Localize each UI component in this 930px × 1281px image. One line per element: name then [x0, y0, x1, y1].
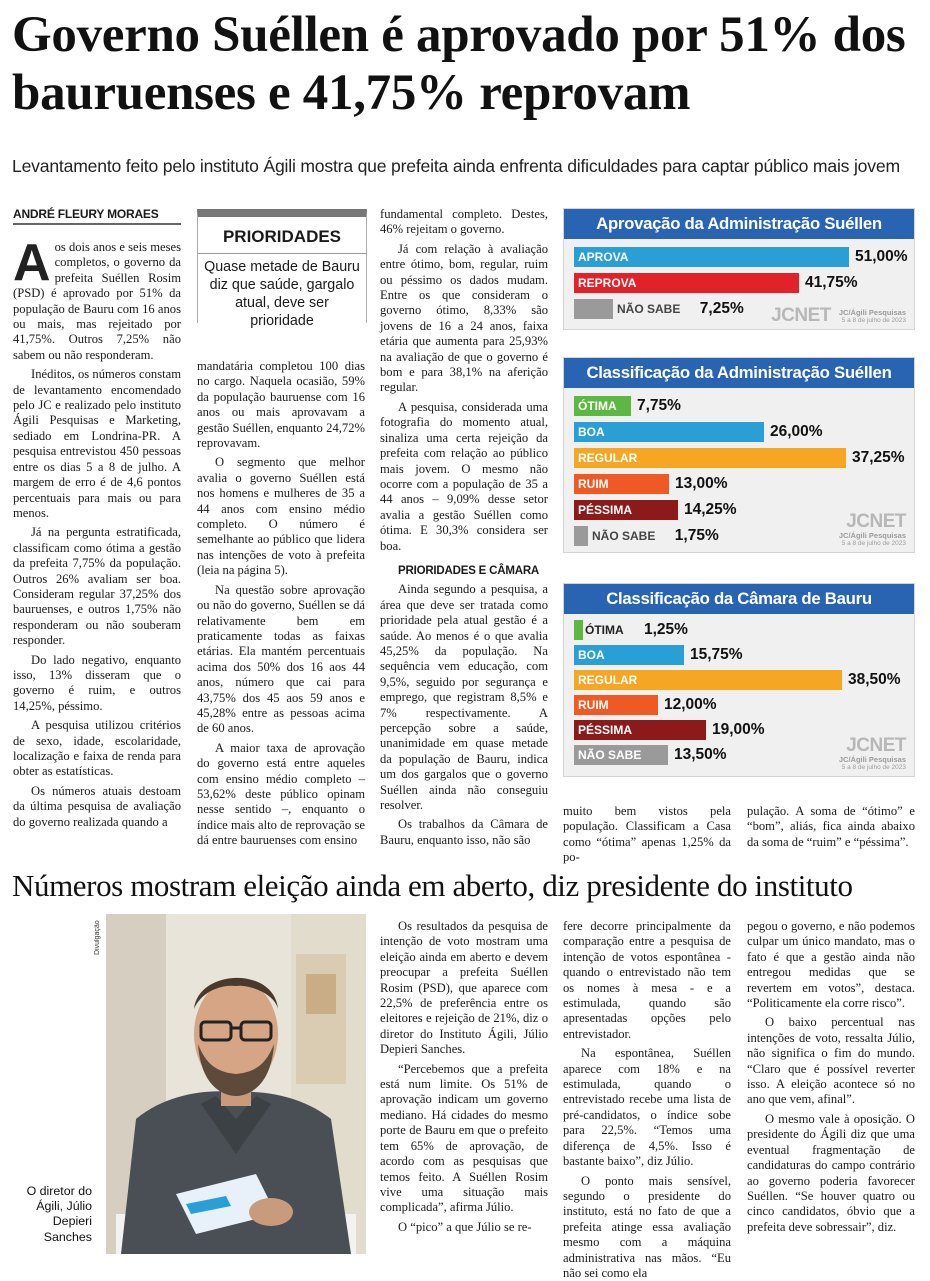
headline-secondary: Números mostram eleição ainda em aberto, diz presidente do instituto	[12, 866, 922, 906]
bar-category-label: REGULAR	[578, 448, 637, 468]
bar-category-label: NÃO SABE	[592, 526, 655, 546]
bar-row-reprova	[574, 273, 904, 293]
source-watermark	[839, 737, 906, 772]
bar-value-label: 1,25%	[644, 620, 688, 640]
article2-column-1	[380, 919, 548, 1254]
bar-value-label: 12,00%	[664, 695, 717, 715]
jcnet-logo: JCNET	[771, 307, 831, 325]
bar-mark	[574, 620, 583, 640]
photo-credit: Divulgação	[94, 915, 104, 955]
paragraph: O mesmo vale à oposição. O presidente do Ágili diz que uma eventual fragmentação de candidaturas do campo contrário ao governo poderia favorecer Suéllen. “Se houver quatro ou cinco candidatos, óbvio que a prefeita deve sobressair”, diz.	[747, 1112, 915, 1235]
source-date: 5 a 8 de julho de 2023	[839, 317, 906, 325]
bar-row-boa	[574, 645, 904, 665]
bar-row-regular	[574, 670, 904, 690]
photo-director	[106, 914, 366, 1254]
bar-category-label: APROVA	[578, 247, 628, 267]
source-date: 5 a 8 de julho de 2023	[839, 540, 906, 548]
bar-value-label: 38,50%	[848, 670, 901, 690]
paragraph: Inéditos, os números constam de levantamento encomendado pelo JC e realizado pelo instituto Ágili Pesquisas e Marketing, sediado em Londrina-PR. A pesquisa entrevistou 450 pessoas entre os dias 5 a 8 de julho. A margem de erro é de 4,6 pontos percentuais para mais ou para menos.	[13, 367, 181, 521]
divider	[198, 253, 366, 254]
article-column-4	[563, 804, 731, 854]
bar-category-label: NÃO SABE	[617, 299, 680, 319]
section-subhead: PRIORIDADES E CÂMARA	[398, 564, 548, 579]
paragraph: “Percebemos que a prefeita está num limite. Os 51% de aprovação indicam um governo mediano. Há cidades do mesmo porte de Bauru em que o prefeito tem 65% de aprovação, de acordo com as pesquisas que temos feito. A Suéllen Rosim vive uma situação mais complicada”, afirma Júlio.	[380, 1062, 548, 1216]
paragraph: Os resultados da pesquisa de intenção de voto mostram uma eleição ainda em aberto e devem preocupar a prefeita Suéllen Rosim (PSD), que aparece com 22,5% de preferência entre os eleitores e rejeição de 21%, diz o diretor do Instituto Ágili, Júlio Depieri Sanches.	[380, 919, 548, 1058]
paragraph: pulação. A soma de “ótimo” e “bom”, aliás, fica ainda abaixo da soma de “ruim” e “péssima”.	[747, 804, 915, 850]
paragraph: O segmento que melhor avalia o governo Suéllen está nos homens e mulheres de 35 a 44 anos com ensino médio completo. O número é semelhante ao público que lidera nas intenções de voto à prefeita (leia na página 5).	[197, 455, 365, 578]
paragraph: Do lado negativo, enquanto isso, 13% disseram que o governo é ruim, e outros 14,25%, péssimo.	[13, 653, 181, 715]
bar-row-aprova	[574, 247, 904, 267]
paragraph: muito bem vistos pela população. Classificam a Casa como “ótima” apenas 1,25% da po-	[563, 804, 731, 866]
bar-value-label: 13,00%	[675, 474, 728, 494]
bar-category-label: REGULAR	[578, 670, 637, 690]
source-text: JC/Ágili Pesquisas	[839, 531, 906, 540]
bar-category-label: RUIM	[578, 695, 609, 715]
bar-value-label: 14,25%	[684, 500, 737, 520]
paragraph: Os trabalhos da Câmara de Bauru, enquanto isso, não são	[380, 817, 548, 848]
bar-mark	[574, 526, 588, 546]
paragraph: O ponto mais sensível, segundo o presidente do instituto, está no fato de que a prefeita atinge essa avaliação mesmo com a máquina administrativa nas mãos. “Eu não sei como ela	[563, 1174, 731, 1281]
bar-mark	[574, 299, 613, 319]
article-column-1	[13, 240, 181, 854]
bar-row-ruim	[574, 695, 904, 715]
chart-approval	[563, 208, 915, 330]
paragraph: A pesquisa, considerada uma fotografia do momento atual, sinaliza uma certa rejeição da prefeita com relação ao público mais jovem. O mesmo não ocorre com a população de 35 a 44 anos – 9,09% desse setor avalia a gestão Suéllen como ótima. E 30,3% considera ser boa.	[380, 400, 548, 554]
priorities-box	[197, 209, 367, 323]
bar-category-label: BOA	[578, 645, 605, 665]
source-date: 5 a 8 de julho de 2023	[839, 764, 906, 772]
paragraph: O “pico” a que Júlio se re-	[380, 1220, 548, 1235]
jcnet-logo: JCNET	[839, 737, 906, 755]
bar-category-label: RUIM	[578, 474, 609, 494]
article2-column-3	[747, 919, 915, 1254]
bar-value-label: 19,00%	[712, 720, 765, 740]
bar-row--tima	[574, 620, 904, 640]
paragraph: Na questão sobre aprovação ou não do governo, Suéllen se dá relativamente bem em praticamente todas as faixas etárias. Ela mantém percentuais acima dos 50% dos 16 aos 44 anos, número que cai para 43,75% dos 45 aos 59 anos e 45,28% entre as pessoas acima de 60 anos.	[197, 583, 365, 737]
paragraph-text: os dois anos e seis meses completos, o governo da prefeita Suéllen Rosim (PSD) é aprovado por 51% da população de Bauru com 16 anos ou mais, mas rejeitado por 41,75%. Outros 7,25% não sabem ou não responderam.	[13, 240, 181, 362]
paragraph: fere decorre principalmente da comparação entre a pesquisa de intenção de votos espontânea - quando o entrevistado não tem os nomes à mesa - e a estimulada, quando são apresentadas opções pelo entrevistador.	[563, 919, 731, 1042]
bar-value-label: 26,00%	[770, 422, 823, 442]
paragraph: A pesquisa utilizou critérios de sexo, idade, escolaridade, localização e faixa de renda para obter as estatísticas.	[13, 718, 181, 780]
bar-value-label: 1,75%	[675, 526, 719, 546]
photo-image	[106, 914, 366, 1254]
article-column-2	[197, 359, 365, 854]
source-watermark	[839, 513, 906, 548]
bar-category-label: NÃO SABE	[578, 745, 641, 765]
bar-value-label: 7,25%	[700, 299, 744, 319]
headline: Governo Suéllen é aprovado por 51% dos bauruenses e 41,75% reprovam	[12, 6, 922, 122]
bar-category-label: BOA	[578, 422, 605, 442]
paragraph: O baixo percentual nas intenções de voto, ressalta Júlio, não significa o fim do mundo. “Claro que é possível reverter isso. A eleição acontece só no ano que vem, afinal”.	[747, 1015, 915, 1107]
paragraph: fundamental completo. Destes, 46% rejeitam o governo.	[380, 207, 548, 238]
chart-title: Aprovação da Administração Suéllen	[564, 209, 914, 239]
chart-bars	[564, 388, 914, 552]
bar-category-label: ÓTIMA	[585, 620, 624, 640]
bar-value-label: 51,00%	[855, 247, 908, 267]
priorities-text: Quase metade de Bauru diz que saúde, gargalo atual, deve ser prioridade	[198, 258, 366, 330]
paragraph: Já com relação à avaliação entre ótimo, bom, regular, ruim ou péssimo os dados mudam. Entre os que consideram o governo ótimo, 8,33% são jovens de 16 a 24 anos, faixa etária que aumenta para 25,93% na avaliação de que o governo é bom e para 38,1% na aferição regular.	[380, 242, 548, 396]
article2-column-2	[563, 919, 731, 1254]
chart-title: Classificação da Administração Suéllen	[564, 358, 914, 388]
article-column-3	[380, 207, 548, 854]
paragraph: mandatária completou 100 dias no cargo. Naquela ocasião, 59% da população bauruense com 16 anos ou mais aprovavam a gestão Suéllen, enquanto 24,72% reprovavam.	[197, 359, 365, 451]
paragraph: Na espontânea, Suéllen aparece com 18% e na estimulada, quando o entrevistado recebe uma lista de pré-candidatos, o índice sobe para 22,5%. “Temos uma diferença de 4,5%. Isso é bastante baixo”, diz Júlio.	[563, 1046, 731, 1169]
byline: ANDRÉ FLEURY MORAES	[13, 207, 181, 225]
dek-subtitle: Levantamento feito pelo instituto Ágili mostra que prefeita ainda enfrenta dificuldades para captar público mais jovem	[12, 156, 922, 177]
chart-chamber-rating	[563, 583, 915, 777]
dropcap: A	[13, 242, 51, 284]
source-text: JC/Ágili Pesquisas	[839, 755, 906, 764]
chart-bars	[564, 239, 914, 329]
paragraph: Ainda segundo a pesquisa, a área que deve ser tratada como prioridade pela atual gestão é a saúde. Ao menos é o que avalia 45,25% da população. Na sequência vem educação, com 9,5%, seguido por segurança e emprego, que registram 8,5% e 7% respectivamente. A percepção sobre a saúde, unanimidade em quase metade da população de Bauru, indica um dos gargalos que o governo Suéllen ainda não conseguiu resolver.	[380, 582, 548, 813]
jcnet-logo: JCNET	[839, 513, 906, 531]
chart-title: Classificação da Câmara de Bauru	[564, 584, 914, 614]
paragraph	[13, 240, 181, 363]
photo-caption: O diretor do Ágili, Júlio Depieri Sanches	[12, 1184, 92, 1245]
paragraph: pegou o governo, e não podemos culpar um único mandato, mas o fato é que a gestão ainda não entregou medidas que se revertem em votos”, destaca. “Politicamente ela corre risco”.	[747, 919, 915, 1011]
chart-admin-rating	[563, 357, 915, 553]
bar-value-label: 7,75%	[637, 396, 681, 416]
bar-row-regular	[574, 448, 904, 468]
bar-category-label: REPROVA	[578, 273, 636, 293]
bar-value-label: 13,50%	[674, 745, 727, 765]
bar-category-label: ÓTIMA	[578, 396, 617, 416]
paragraph: A maior taxa de aprovação do governo está entre aqueles com ensino médio completo –53,62% deste público opinam nesse sentido –, enquanto o índice mais alto de reprovação se dá entre bauruenses com ensino	[197, 741, 365, 849]
priorities-title: PRIORIDADES	[198, 227, 366, 247]
article-column-5	[747, 804, 915, 854]
paragraph: Já na pergunta estratificada, classificam como ótima a gestão da prefeita 7,75% da população. Outros 26% avaliam ser boa. Consideram regular 37,25% dos bauruenses, e outros 1,75% não responderam ou não souberam responder.	[13, 525, 181, 648]
bar-value-label: 15,75%	[690, 645, 743, 665]
bar-row--tima	[574, 396, 904, 416]
paragraph: Os números atuais destoam da última pesquisa de avaliação do governo realizada quando a	[13, 784, 181, 830]
source-watermark	[771, 307, 906, 325]
source-text: JC/Ágili Pesquisas	[839, 308, 906, 317]
bar-row-boa	[574, 422, 904, 442]
bar-value-label: 41,75%	[805, 273, 858, 293]
chart-bars	[564, 614, 914, 776]
bar-value-label: 37,25%	[852, 448, 905, 468]
bar-row-ruim	[574, 474, 904, 494]
bar-category-label: PÉSSIMA	[578, 500, 632, 520]
bar-category-label: PÉSSIMA	[578, 720, 632, 740]
